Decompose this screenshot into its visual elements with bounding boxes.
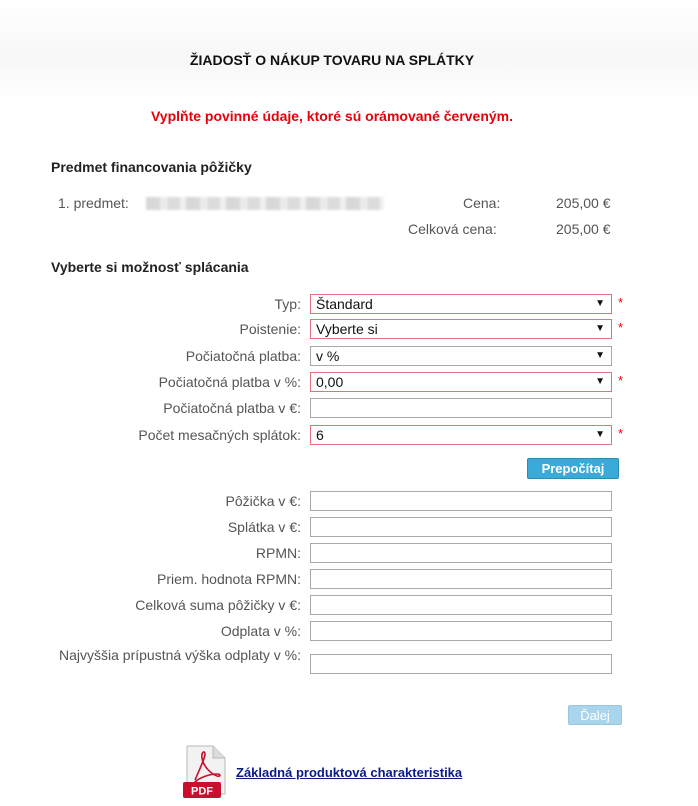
initial-payment-eur-input[interactable] (310, 398, 612, 418)
blurred-item-name (146, 197, 384, 210)
total-price-value: 205,00 € (556, 221, 611, 237)
installment-label: Splátka v €: (227, 519, 301, 535)
fee-percent-input[interactable] (310, 621, 612, 641)
price-value: 205,00 € (556, 195, 611, 211)
dropdown-arrow-icon: ▼ (595, 323, 605, 334)
installments-select[interactable] (310, 425, 612, 445)
header-background (0, 0, 698, 100)
loan-label: Pôžička v €: (225, 493, 301, 509)
initial-payment-select-value: v % (316, 348, 340, 364)
item-label: 1. predmet: (58, 195, 129, 211)
next-button[interactable]: Ďalej (568, 705, 622, 725)
dropdown-arrow-icon: ▼ (595, 376, 605, 387)
rpmn-input[interactable] (310, 543, 612, 563)
initial-payment-eur-label: Počiatočná platba v €: (163, 400, 301, 416)
installment-input[interactable] (310, 517, 612, 537)
avg-rpmn-input[interactable] (310, 569, 612, 589)
page-title: ŽIADOSŤ O NÁKUP TOVARU NA SPLÁTKY (189, 52, 475, 68)
required-marker: * (618, 373, 624, 388)
poistenie-select[interactable] (310, 319, 612, 339)
poistenie-select-value: Vyberte si (316, 321, 378, 337)
total-loan-sum-input[interactable] (310, 595, 612, 615)
recalculate-button[interactable]: Prepočítaj (527, 458, 619, 479)
installments-select-value: 6 (316, 427, 324, 443)
initial-payment-percent-value: 0,00 (316, 374, 344, 390)
required-marker: * (618, 426, 624, 441)
repayment-section-title: Vyberte si možnosť splácania (51, 259, 249, 275)
total-price-label: Celková cena: (408, 221, 497, 237)
initial-payment-percent-label: Počiatočná platba v %: (158, 374, 301, 390)
initial-payment-percent-select[interactable] (310, 372, 612, 392)
loan-input[interactable] (310, 491, 612, 511)
pdf-badge-text: PDF (191, 785, 213, 798)
initial-payment-label: Počiatočná platba: (185, 348, 301, 364)
financing-section-title: Predmet financovania pôžičky (51, 159, 252, 175)
total-loan-sum-label: Celková suma pôžičky v €: (135, 597, 301, 613)
pdf-file-icon[interactable] (181, 744, 231, 802)
typ-label: Typ: (274, 296, 301, 312)
required-marker: * (618, 320, 624, 335)
required-marker: * (618, 295, 624, 310)
dropdown-arrow-icon: ▼ (595, 350, 605, 361)
required-fields-warning: Vyplňte povinné údaje, ktoré sú orámované červeným. (150, 108, 514, 124)
price-label: Cena: (463, 195, 501, 211)
max-fee-label: Najvyššia prípustná výška odplaty v %: (59, 647, 301, 663)
max-fee-input[interactable] (310, 654, 612, 674)
dropdown-arrow-icon: ▼ (595, 298, 605, 309)
installments-label: Počet mesačných splátok: (138, 427, 301, 443)
product-characteristics-link[interactable]: Základná produktová charakteristika (236, 765, 463, 780)
typ-select[interactable] (310, 294, 612, 314)
initial-payment-select[interactable] (310, 346, 612, 366)
poistenie-label: Poistenie: (239, 321, 301, 337)
typ-select-value: Štandard (316, 296, 373, 312)
rpmn-label: RPMN: (255, 545, 301, 561)
fee-percent-label: Odplata v %: (220, 623, 301, 639)
avg-rpmn-label: Priem. hodnota RPMN: (157, 571, 301, 587)
dropdown-arrow-icon: ▼ (595, 429, 605, 440)
